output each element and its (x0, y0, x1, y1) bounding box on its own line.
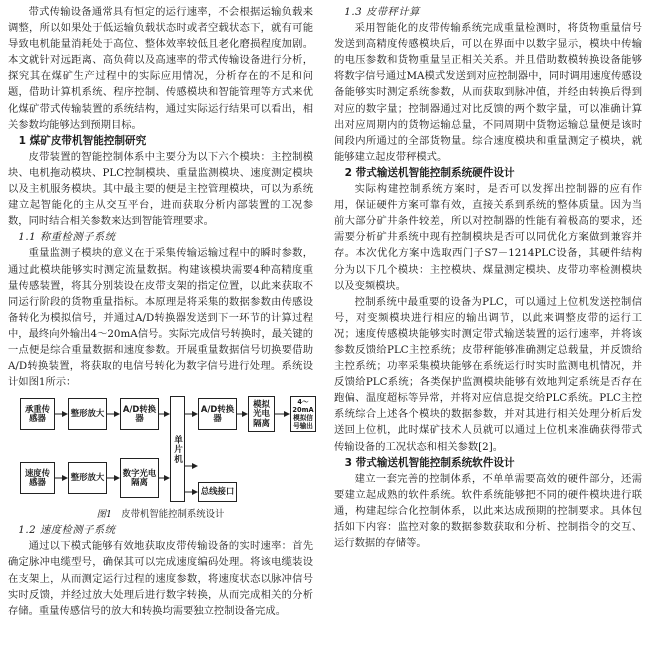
right-column (334, 4, 642, 551)
load-sensor-block: 承重传感器 (20, 398, 55, 430)
section-1-2-heading: 1.2 速度检测子系统 (18, 524, 116, 537)
section-1-3-paragraph: 采用智能化的皮带传输系统完成重量检测时，将货物重量信号发送到高精度传感模块后，可以在界面中以数字显示，模块中传输的电压参数和货物重量呈正相关关系。并且借助数模转换设备能够将数字信号通过MA模式发送到对应控制器中，同时调用速度传感设备能够实时测定系统参数，从而获取到脉冲值，并经由转换后得到对应的数字量；控制器通过对比反馈的两个数字量，可以准确计算出对应周期内的货物运输总量，不同周期中货物运输总量便是该时间段内所通过的全部货物量。综合速度模块和重量测定子模块，就能够建立起皮带秤模式。 (334, 22, 642, 163)
figure-1-diagram (18, 392, 318, 508)
analog-optocoupler-block: 模拟光电隔离 (248, 396, 275, 432)
section-2-paragraph-2: 控制系统中最重要的设备为PLC，可以通过上位机发送控制信号，对变频模块进行相应的输出调节，以此来调整皮带的运行工况；速度传感模块能够实时测定带式输送装置的运行速率，并将该参数反馈给PLC主控系统；皮带秤能够准确测定总载量，并反馈给主控系统；功率采集模块能够在系统运行时实时监测电机情况，并反馈给PLC系统；各类保护监测模块能够有效地判定系统是否存在跑偏、温度超标等异常，并将对应信息提交给PLC系统。PLC主控系统综合上述各个模块的数据参数，并对其进行相关处理分析后发送回上位机，此时煤矿技术人员就可以通过上位机来准确获得带式传输设备的工况状态和相关参数[2]。 (334, 295, 642, 453)
section-1-paragraph: 皮带装置的智能控制体系中主要分为以下六个模块：主控制模块、电机拖动模块、PLC控制模块、重量监测模块、速度测定模块以及主机服务模块。其中最主要的便是主控管理模块，可以为系统建立起智能化的主从交互平台，进而获取分析内部装置的工况参数，同时结合相关参数来达到智能管理要求。 (8, 150, 313, 228)
section-1-3-heading: 1.3 皮带秤计算 (344, 6, 420, 18)
ad-converter-block-1: A/D转换器 (120, 398, 159, 430)
speed-sensor-block: 速度传感器 (20, 462, 55, 494)
left-column (8, 4, 313, 619)
section-1-2-paragraph: 通过以下模式能够有效地获取皮带传输设备的实时速率：首先确定脉冲电缆型号，确保其可以完成速度编码处理。将该电缆装设在支架上，从而测定运行过程的速度参数，将速度状态以脉冲信号实时反馈，并经过放大处理后进行数字转换，从而完成相关的分析存储。重量传感信号的放大和转换均需要独立控制设备完成。 (8, 540, 313, 617)
digital-optocoupler-block: 数字光电隔离 (120, 458, 159, 498)
intro-paragraph: 带式传输设备通常具有恒定的运行速率，不会根据运输负载来调整，所以如果处于低运输负载状态时或者空载状态下，就有可能导致电机能量消耗处于高位、整体效率较低且老化磨损程度加剧。本文就针对远距离、高负荷以及高速率的带式传输设备进行分析，探究其在煤矿生产过程中的实际应用情况，分析存在的不足和问题，借助计算机系统、程序控制、传感模块和智能管理等方式来优化煤矿带式传输装置的系统结构，通过实际运行结果可以看出，相关参数均能够达到预期目标。 (8, 6, 313, 131)
mcu-block: 单片机 (170, 396, 185, 502)
section-2-heading: 2 带式输送机智能控制系统硬件设计 (344, 166, 515, 179)
section-3-heading: 3 带式输送机智能控制系统软件设计 (344, 456, 515, 469)
section-2-paragraph-1: 实际构建控制系统方案时，是否可以发挥出控制器的应有作用，保证硬件方案可靠有效，直接关系到系统的整体质量。因为当前大部分矿井条件较差，所以对控制器的性能有着极高的要求，还需要分析矿井系统中现有控制模块是否可以同优化方案做到兼容并存。本次优化方案中选取西门子S7－1214PLC设备，其硬件结构分为以下几个模块：主控模块、煤量测定模块、皮带功率检测模块以及变频模块。 (334, 183, 642, 292)
figure-1-caption (8, 508, 313, 522)
figure-1-label: 图1 (96, 509, 112, 521)
section-1-heading: 1 煤矿皮带机智能控制研究 (18, 134, 147, 147)
current-output-block: 4～20mA模拟信号输出 (290, 396, 316, 432)
amplifier-block-top: 整形放大 (68, 398, 107, 430)
figure-1-title: 皮带机智能控制系统设计 (121, 509, 225, 521)
section-3-paragraph: 建立一套完善的控制体系，不单单需要高效的硬件部分，还需要建立起成熟的软件系统。软件系统能够把不同的硬件模块进行联通，构建起综合化控制体系，以此来达成预期的控制要求。具体包括如下内容：监控对象的数据参数获取和分析、控制指令的交互、运行数据的存储等。 (334, 472, 642, 550)
ad-converter-block-2: A/D转换器 (198, 398, 237, 430)
section-1-1-paragraph: 重量监测子模块的意义在于采集传输运输过程中的瞬时参数，通过此模块能够实时测定流量数据。构建该模块需要4种高精度重量传感装置，将其分别装设在皮带支架的指定位置，以此来获取不同运行阶段的货物重量指标。本原理是将采集的数据参数由传感设备转化为模拟信号，并通过A/D转换器发送到下一环节的计算过程中，最终向外输出4～20mA信号。实际完成信号转换时，最关键的一点便是综合重量数据和速度参数。开展重量数据信号切换要借助A/D转换装置，将获取的电信号转化为数字信号进行处理。系统设计如图1所示： (8, 247, 313, 389)
section-1-1-heading: 1.1 称重检测子系统 (18, 231, 116, 244)
bus-interface-block: 总线接口 (198, 482, 237, 502)
amplifier-block-bottom: 整形放大 (68, 462, 107, 494)
